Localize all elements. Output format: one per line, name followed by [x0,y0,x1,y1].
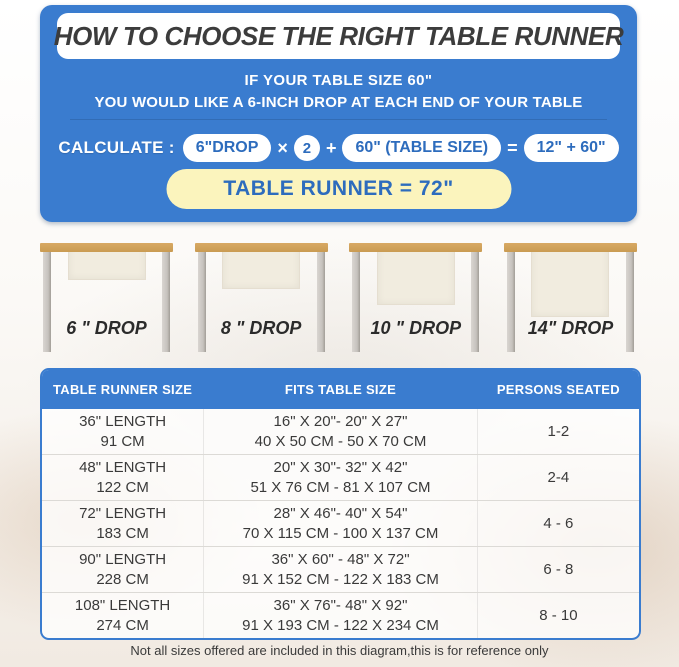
cell-fits-size [203,409,478,454]
calculate-row [40,134,637,162]
banner-divider [70,119,607,120]
fits-size-cm: 91 X 152 CM - 122 X 183 CM [242,570,439,588]
persons-seated-value: 4 - 6 [543,514,574,532]
runner-length-cm: 183 CM [96,524,149,542]
subtitle-line-1: IF YOUR TABLE SIZE 60" [244,72,433,89]
header-cell-runner-size: TABLE RUNNER SIZE [52,382,193,397]
cell-runner-size [42,504,203,543]
table-row [42,592,639,638]
runner-cloth [531,243,609,317]
runner-length-cm: 274 CM [96,616,149,634]
table-row [42,454,639,500]
tabletop [195,243,328,252]
header-cell-fits-size: FITS TABLE SIZE [284,382,397,397]
table-diagram [195,240,328,365]
drop-label: 14" DROP [527,318,614,338]
size-chart [40,368,641,640]
header-cell-persons: PERSONS SEATED [496,382,620,397]
persons-seated-value: 1-2 [547,422,570,440]
fits-size-inches: 36" X 60" - 48" X 72" [271,551,410,568]
multiplier-badge: 2 [294,135,320,161]
fits-size-inches: 28" X 46"- 40" X 54" [273,505,408,522]
table-diagram [40,240,173,365]
fits-size-cm: 70 X 115 CM - 100 X 137 CM [242,524,439,542]
runner-length-inches: 72" LENGTH [79,505,167,522]
runner-length-inches: 48" LENGTH [79,459,167,476]
cell-persons [478,560,639,580]
title-box [53,13,624,59]
runner-total-pill: TABLE RUNNER = 72" [166,169,511,209]
cell-runner-size [42,596,203,635]
formula-pill-table-size: 60" (TABLE SIZE) [342,134,501,162]
runner-length-cm: 91 CM [100,432,145,450]
cell-persons [478,422,639,442]
cell-runner-size [42,412,203,451]
fits-size-inches: 20" X 30"- 32" X 42" [273,459,408,476]
drop-label: 8 " DROP [220,318,302,338]
size-chart-header [42,370,639,409]
runner-length-inches: 36" LENGTH [79,413,167,430]
page-title: HOW TO CHOOSE THE RIGHT TABLE RUNNER [53,20,624,51]
tabletop [349,243,482,252]
persons-seated-value: 2-4 [547,468,570,486]
multiply-operator: × [277,137,288,158]
tabletop [40,243,173,252]
fits-size-cm: 91 X 193 CM - 122 X 234 CM [242,616,439,634]
runner-cloth [377,243,455,305]
persons-seated-value: 8 - 10 [539,606,578,624]
plus-operator: + [325,137,337,158]
cell-fits-size [203,501,478,546]
equals-operator: = [507,137,518,158]
cell-persons [478,606,639,626]
fits-size-inches: 36" X 76"- 48" X 92" [273,597,408,614]
table-row [42,500,639,546]
cell-runner-size [42,458,203,497]
fits-size-cm: 40 X 50 CM - 50 X 70 CM [254,432,427,450]
header-banner [40,5,637,222]
table-diagram [504,240,637,365]
fits-size-cm: 51 X 76 CM - 81 X 107 CM [250,478,431,496]
formula-pill-drop: 6"DROP [183,134,272,162]
cell-persons [478,468,639,488]
runner-length-inches: 108" LENGTH [74,597,171,614]
table-diagram [349,240,482,365]
size-chart-body [42,409,639,638]
calculate-label: CALCULATE : [58,138,175,157]
runner-length-cm: 122 CM [96,478,149,496]
table-row [42,546,639,592]
subtitle-line-2: YOU WOULD LIKE A 6-INCH DROP AT EACH END OF YOUR TABLE [94,94,583,111]
drop-diagrams [40,240,637,365]
footer-note: Not all sizes offered are included in this diagram,this is for reference only [130,643,549,658]
cell-runner-size [42,550,203,589]
runner-length-cm: 228 CM [96,570,149,588]
table-row [42,409,639,454]
cell-fits-size [203,455,478,500]
cell-fits-size [203,547,478,592]
fits-size-inches: 16" X 20"- 20" X 27" [273,413,408,430]
persons-seated-value: 6 - 8 [543,560,574,578]
formula-pill-result: 12" + 60" [524,134,619,162]
tabletop [504,243,637,252]
drop-label: 10 " DROP [370,318,462,338]
runner-length-inches: 90" LENGTH [79,551,167,568]
drop-label: 6 " DROP [66,318,147,338]
cell-persons [478,514,639,534]
cell-fits-size [203,593,478,638]
